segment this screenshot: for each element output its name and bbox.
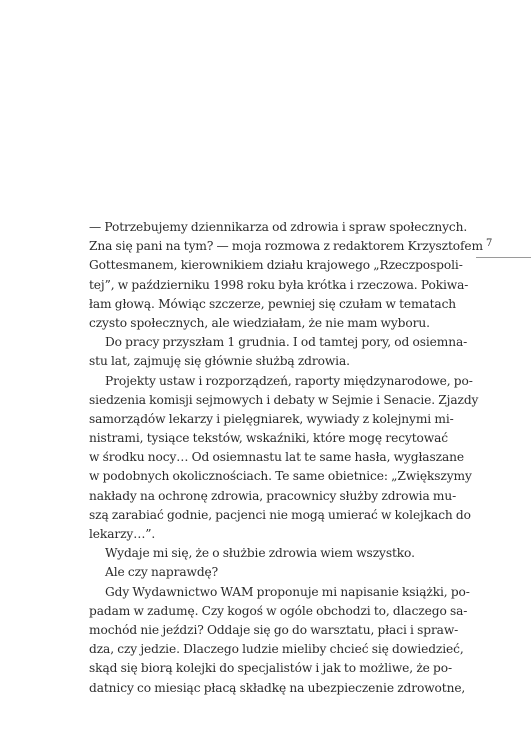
text-line: w środku nocy… Od osiemnastu lat te same hasła, wygłaszane: [89, 450, 464, 465]
text-line: Do pracy przyszłam 1 grudnia. I od tamtej pory, od osiemna-: [105, 335, 468, 350]
text-line: łam głową. Mówiąc szczerze, pewniej się czułam w tematach: [89, 296, 457, 311]
text-line: lekarzy…”.: [89, 527, 156, 541]
page-number: 7: [486, 238, 493, 249]
text-line: Zna się pani na tym? — moja rozmowa z redaktorem Krzysztofem: [89, 239, 483, 254]
text-line: czysto społecznych, ale wiedziałam, że nie mam wyboru.: [89, 315, 430, 330]
text-line: padam w zadumę. Czy kogoś w ogóle obchodzi to, dlaczego sa-: [89, 603, 468, 618]
text-line: samorządów lekarzy i pielęgniarek, wywiady z kolejnymi mi-: [89, 411, 454, 426]
text-line: stu lat, zajmuję się głównie służbą zdrowia.: [89, 354, 350, 369]
page-number-rule: [476, 257, 531, 258]
text-line: szą zarabiać godnie, pacjenci nie mogą umierać w kolejkach do: [89, 507, 471, 522]
text-line: Ale czy naprawdę?: [105, 565, 219, 580]
text-line: nistrami, tysiące tekstów, wskaźniki, które mogę recytować: [89, 431, 448, 446]
text-line: mochód nie jeździ? Oddaje się go do warsztatu, płaci i spraw-: [89, 622, 459, 637]
text-line: Projekty ustaw i rozporządzeń, raporty międzynarodowe, po-: [105, 373, 473, 388]
text-line: w podobnych okolicznościach. Te same obietnice: „Zwiększymy: [89, 469, 472, 484]
text-line: Gdy Wydawnictwo WAM proponuje mi napisanie książki, po-: [105, 584, 470, 599]
text-line: siedzenia komisji sejmowych i debaty w Sejmie i Senacie. Zjazdy: [89, 392, 479, 407]
text-line: nakłady na ochronę zdrowia, pracownicy służby zdrowia mu-: [89, 488, 457, 503]
text-line: — Potrzebujemy dziennikarza od zdrowia i spraw społecznych.: [89, 220, 468, 234]
text-line: datnicy co miesiąc płacą składkę na ubezpieczenie zdrowotne,: [89, 680, 466, 695]
text-line: skąd się biorą kolejki do specjalistów i jak to możliwe, że po-: [89, 661, 452, 676]
text-line: tej”, w październiku 1998 roku była krótka i rzeczowa. Pokiwa-: [89, 277, 469, 292]
text-line: Wydaje mi się, że o służbie zdrowia wiem wszystko.: [105, 546, 415, 561]
text-line: dza, czy jedzie. Dlaczego ludzie mieliby chcieć się dowiedzieć,: [89, 642, 464, 657]
body-text: [89, 218, 483, 698]
text-line: Gottesmanem, kierownikiem działu krajowego „Rzeczpospoli-: [89, 258, 463, 273]
